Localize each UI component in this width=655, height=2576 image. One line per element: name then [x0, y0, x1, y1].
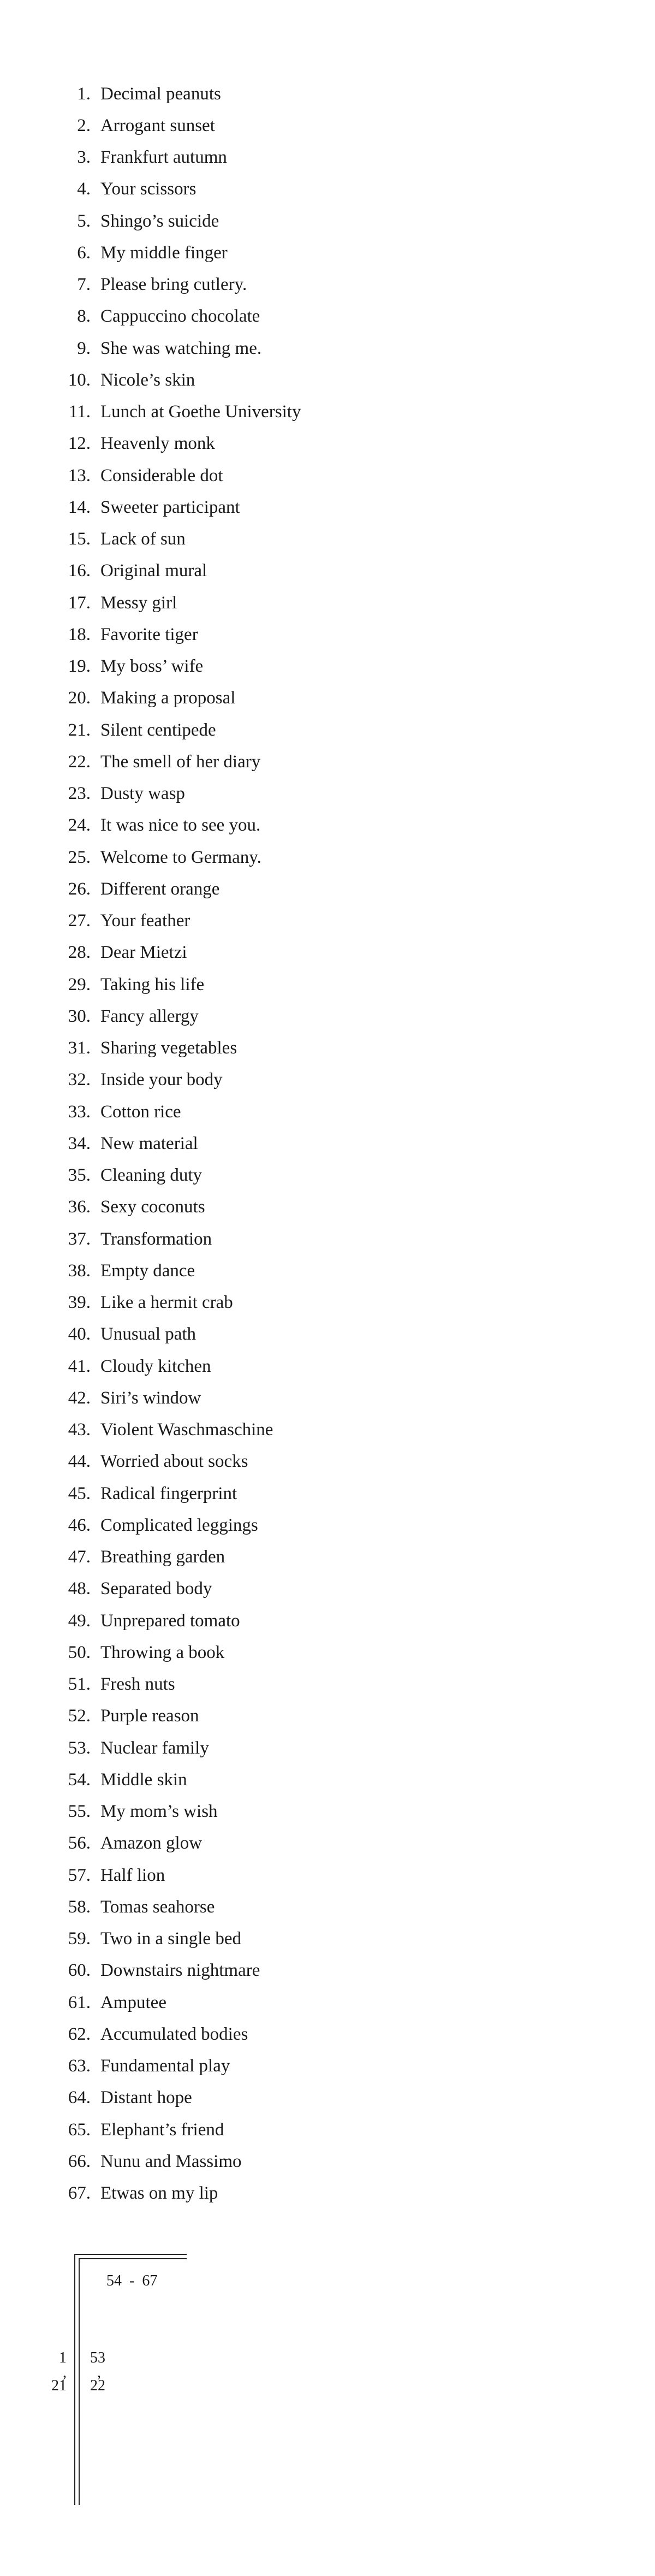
item-title: Your scissors — [100, 179, 196, 199]
item-title: Lunch at Goethe University — [100, 402, 301, 422]
left-range-start: 1 — [59, 2349, 67, 2366]
list-item — [0, 1923, 301, 1955]
item-title: Like a hermit crab — [100, 1293, 233, 1313]
item-number: 38. — [68, 1260, 91, 1281]
item-number: 64. — [68, 2088, 91, 2108]
numbered-title-list — [0, 78, 301, 2210]
list-item — [0, 587, 301, 619]
item-number: 44. — [68, 1452, 91, 1472]
item-number: 54. — [68, 1769, 91, 1790]
item-title: Downstairs nightmare — [100, 1961, 260, 1981]
list-item — [0, 237, 301, 269]
item-title: Fancy allergy — [100, 1006, 199, 1026]
item-title: Worried about socks — [100, 1452, 248, 1472]
item-title: Sexy coconuts — [100, 1197, 205, 1217]
item-number: 4. — [77, 179, 91, 199]
list-item — [0, 937, 301, 969]
item-number: 67. — [68, 2183, 91, 2204]
item-number: 39. — [68, 1293, 91, 1313]
list-item — [0, 1351, 301, 1382]
right-range-start: 53 — [90, 2349, 105, 2366]
item-number: 13. — [68, 465, 91, 485]
item-number: 57. — [68, 1865, 91, 1885]
list-item — [0, 1478, 301, 1509]
list-item — [0, 1891, 301, 1923]
item-title: Cappuccino chocolate — [100, 306, 260, 327]
item-number: 20. — [68, 688, 91, 708]
right-range-end: 22 — [90, 2377, 105, 2394]
item-title: Breathing garden — [100, 1547, 225, 1567]
list-item — [0, 746, 301, 778]
item-title: Sweeter participant — [100, 497, 240, 517]
item-number: 49. — [68, 1610, 91, 1631]
divider-horizontal-inner — [79, 2258, 187, 2259]
item-number: 15. — [68, 529, 91, 549]
item-title: Complicated leggings — [100, 1515, 258, 1535]
item-title: Lack of sun — [100, 529, 186, 549]
item-title: Separated body — [100, 1579, 212, 1599]
list-item — [0, 2178, 301, 2210]
item-number: 34. — [68, 1133, 91, 1153]
list-item — [0, 1128, 301, 1159]
right-range-separator: , — [97, 2364, 101, 2381]
list-item — [0, 1382, 301, 1414]
left-range-end: 21 — [51, 2377, 67, 2394]
item-title: Fundamental play — [100, 2056, 230, 2076]
list-item — [0, 683, 301, 714]
item-number: 37. — [68, 1229, 91, 1249]
list-item — [0, 810, 301, 842]
list-item — [0, 905, 301, 937]
item-title: Half lion — [100, 1865, 165, 1885]
list-item — [0, 873, 301, 905]
item-number: 7. — [77, 275, 91, 295]
item-title: Decimal peanuts — [100, 84, 221, 104]
list-item — [0, 460, 301, 491]
list-item — [0, 205, 301, 237]
item-title: Unusual path — [100, 1324, 196, 1345]
item-title: Cotton rice — [100, 1102, 181, 1122]
item-title: Empty dance — [100, 1260, 195, 1281]
item-title: Shingo’s suicide — [100, 211, 219, 231]
list-item — [0, 2051, 301, 2082]
item-title: Nicole’s skin — [100, 370, 195, 390]
list-item — [0, 1732, 301, 1764]
item-number: 14. — [68, 497, 91, 517]
item-number: 36. — [68, 1197, 91, 1217]
list-item — [0, 778, 301, 810]
list-item — [0, 555, 301, 587]
list-item — [0, 1319, 301, 1351]
item-number: 26. — [68, 879, 91, 899]
item-title: Fresh nuts — [100, 1674, 175, 1695]
list-item — [0, 524, 301, 555]
item-number: 66. — [68, 2151, 91, 2171]
list-item — [0, 2018, 301, 2050]
list-item — [0, 2082, 301, 2114]
item-number: 32. — [68, 1070, 91, 1090]
item-number: 45. — [68, 1483, 91, 1503]
list-item — [0, 142, 301, 174]
item-number: 10. — [68, 370, 91, 390]
item-title: Siri’s window — [100, 1388, 201, 1408]
item-title: Different orange — [100, 879, 220, 899]
item-title: Transformation — [100, 1229, 212, 1249]
item-number: 18. — [68, 624, 91, 644]
item-title: Considerable dot — [100, 465, 223, 485]
item-title: Cleaning duty — [100, 1165, 203, 1186]
item-number: 3. — [77, 147, 91, 168]
item-title: Heavenly monk — [100, 434, 215, 454]
item-number: 24. — [68, 815, 91, 836]
item-number: 27. — [68, 911, 91, 931]
list-item — [0, 1064, 301, 1096]
item-number: 52. — [68, 1706, 91, 1726]
item-title: Two in a single bed — [100, 1929, 241, 1949]
item-title: Sharing vegetables — [100, 1038, 237, 1058]
item-title: My mom’s wish — [100, 1802, 218, 1822]
list-item — [0, 1637, 301, 1668]
item-title: Inside your body — [100, 1070, 223, 1090]
item-title: Elephant’s friend — [100, 2119, 224, 2140]
item-number: 62. — [68, 2024, 91, 2044]
item-number: 31. — [68, 1038, 91, 1058]
item-title: Dusty wasp — [100, 784, 185, 804]
list-item — [0, 714, 301, 746]
list-item — [0, 1223, 301, 1255]
item-title: Favorite tiger — [100, 624, 198, 644]
item-number: 17. — [68, 593, 91, 613]
item-title: Accumulated bodies — [100, 2024, 248, 2044]
list-item — [0, 651, 301, 683]
item-number: 47. — [68, 1547, 91, 1567]
divider-horizontal-outer — [74, 2254, 187, 2255]
item-number: 55. — [68, 1802, 91, 1822]
item-number: 42. — [68, 1388, 91, 1408]
list-item — [0, 1033, 301, 1064]
list-item — [0, 78, 301, 110]
item-number: 30. — [68, 1006, 91, 1026]
list-item — [0, 1796, 301, 1828]
range-top: 54 - 67 — [106, 2272, 158, 2289]
item-number: 16. — [68, 561, 91, 581]
item-title: Arrogant sunset — [100, 115, 215, 135]
item-number: 40. — [68, 1324, 91, 1345]
item-title: Frankfurt autumn — [100, 147, 227, 168]
list-item — [0, 1192, 301, 1223]
left-range-separator: , — [63, 2364, 67, 2381]
item-number: 21. — [68, 720, 91, 740]
item-number: 22. — [68, 751, 91, 772]
list-item — [0, 1860, 301, 1891]
list-item — [0, 1509, 301, 1541]
item-number: 46. — [68, 1515, 91, 1535]
list-item — [0, 1955, 301, 1987]
item-title: Original mural — [100, 561, 207, 581]
item-number: 2. — [77, 115, 91, 135]
list-item — [0, 1828, 301, 1860]
item-title: Cloudy kitchen — [100, 1356, 211, 1376]
list-item — [0, 1287, 301, 1319]
item-title: Nunu and Massimo — [100, 2151, 242, 2171]
item-number: 58. — [68, 1897, 91, 1917]
list-item — [0, 428, 301, 460]
item-title: Tomas seahorse — [100, 1897, 215, 1917]
item-number: 59. — [68, 1929, 91, 1949]
item-title: Violent Waschmaschine — [100, 1420, 273, 1440]
item-title: Messy girl — [100, 593, 177, 613]
list-item — [0, 174, 301, 205]
item-title: Amputee — [100, 1992, 166, 2012]
range-index-diagram — [0, 2254, 218, 2505]
item-number: 61. — [68, 1992, 91, 2012]
item-number: 6. — [77, 242, 91, 263]
item-number: 65. — [68, 2119, 91, 2140]
item-number: 29. — [68, 974, 91, 994]
item-number: 12. — [68, 434, 91, 454]
list-item — [0, 1605, 301, 1637]
list-item — [0, 1446, 301, 1478]
item-title: Welcome to Germany. — [100, 847, 261, 867]
list-item — [0, 1573, 301, 1605]
item-number: 41. — [68, 1356, 91, 1376]
item-number: 8. — [77, 306, 91, 327]
item-title: Radical fingerprint — [100, 1483, 237, 1503]
list-item — [0, 1987, 301, 2018]
item-title: Your feather — [100, 911, 190, 931]
item-title: Unprepared tomato — [100, 1610, 240, 1631]
list-item — [0, 1701, 301, 1732]
item-number: 11. — [68, 402, 91, 422]
list-item — [0, 1669, 301, 1701]
item-title: Middle skin — [100, 1769, 187, 1790]
list-item — [0, 1255, 301, 1287]
item-number: 25. — [68, 847, 91, 867]
item-number: 19. — [68, 656, 91, 677]
list-item — [0, 301, 301, 333]
list-item — [0, 619, 301, 650]
item-number: 51. — [68, 1674, 91, 1695]
item-title: The smell of her diary — [100, 751, 261, 772]
item-number: 56. — [68, 1833, 91, 1853]
item-number: 60. — [68, 1961, 91, 1981]
item-title: Etwas on my lip — [100, 2183, 218, 2204]
item-number: 35. — [68, 1165, 91, 1186]
list-item — [0, 396, 301, 428]
list-item — [0, 364, 301, 396]
list-item — [0, 333, 301, 364]
item-title: My middle finger — [100, 242, 228, 263]
item-title: New material — [100, 1133, 198, 1153]
item-number: 33. — [68, 1102, 91, 1122]
item-title: Taking his life — [100, 974, 205, 994]
list-item — [0, 1414, 301, 1446]
item-title: Purple reason — [100, 1706, 199, 1726]
list-item — [0, 1096, 301, 1128]
list-item — [0, 491, 301, 523]
list-item — [0, 1764, 301, 1796]
divider-vertical-inner — [79, 2258, 80, 2505]
item-title: Distant hope — [100, 2088, 192, 2108]
item-number: 23. — [68, 784, 91, 804]
divider-vertical-outer — [74, 2254, 75, 2505]
item-number: 53. — [68, 1738, 91, 1758]
item-title: Silent centipede — [100, 720, 216, 740]
item-title: My boss’ wife — [100, 656, 204, 677]
list-item — [0, 969, 301, 1000]
item-title: She was watching me. — [100, 338, 262, 358]
list-item — [0, 1542, 301, 1573]
item-number: 48. — [68, 1579, 91, 1599]
list-item — [0, 2146, 301, 2177]
item-title: Throwing a book — [100, 1642, 225, 1662]
item-title: It was nice to see you. — [100, 815, 261, 836]
list-item — [0, 1160, 301, 1192]
item-title: Nuclear family — [100, 1738, 209, 1758]
list-item — [0, 2114, 301, 2146]
item-number: 28. — [68, 943, 91, 963]
item-title: Please bring cutlery. — [100, 275, 247, 295]
item-number: 5. — [77, 211, 91, 231]
item-number: 43. — [68, 1420, 91, 1440]
list-item — [0, 842, 301, 873]
item-title: Dear Mietzi — [100, 943, 187, 963]
item-title: Amazon glow — [100, 1833, 203, 1853]
list-item — [0, 269, 301, 301]
item-number: 9. — [77, 338, 91, 358]
item-number: 50. — [68, 1642, 91, 1662]
item-number: 1. — [77, 84, 91, 104]
item-title: Making a proposal — [100, 688, 236, 708]
list-item — [0, 1000, 301, 1032]
list-item — [0, 110, 301, 141]
item-number: 63. — [68, 2056, 91, 2076]
